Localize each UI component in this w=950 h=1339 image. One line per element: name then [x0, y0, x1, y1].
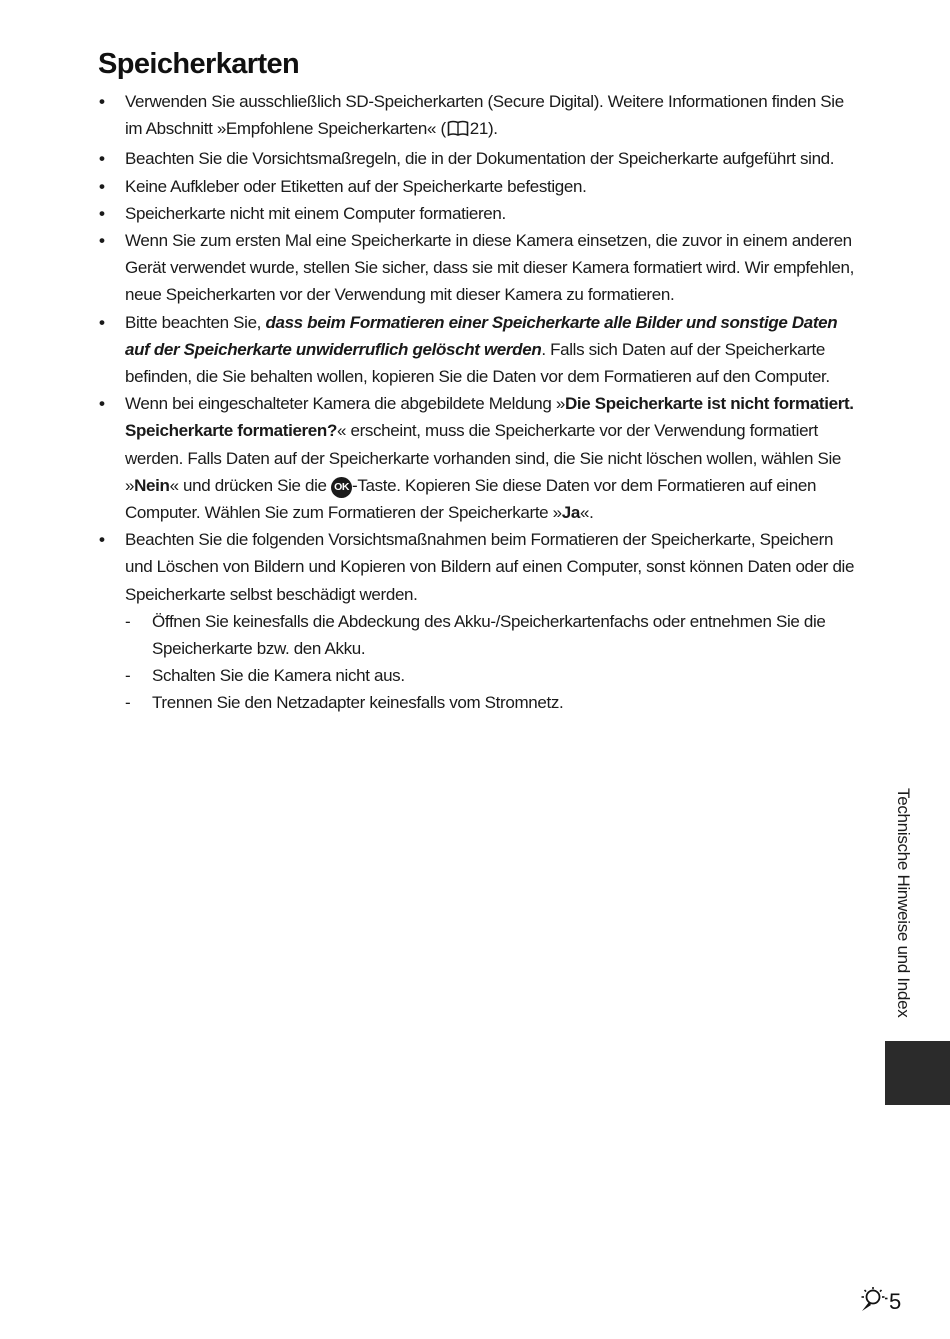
item-text: Beachten Sie die Vorsichtsmaßregeln, die in der Dokumentation der Speicherkarte aufgeführt sind. [125, 149, 835, 169]
page-title: Speicherkarten [98, 48, 300, 80]
bullet-marker: • [99, 530, 105, 550]
warning-emphasis: dass beim Formatieren einer Speicherkarte alle Bilder und sonstige Daten auf der Speicherkarte unwiderruflich gelöscht werden [125, 312, 838, 359]
list-item [98, 309, 858, 391]
book-reference-icon [447, 118, 469, 145]
option-nein: Nein [134, 475, 170, 495]
item-text: -Taste. Kopieren Sie diese Daten vor dem Formatieren auf einen Computer. Wählen Sie zum Formatieren der Speicherkarte » [125, 475, 817, 523]
item-text: Bitte beachten Sie, [125, 312, 266, 332]
sub-item-text: Öffnen Sie keinesfalls die Abdeckung des Akku-/Speicherkartenfachs oder entnehmen Sie die Speicherkarte bzw. den Akku. [152, 611, 826, 659]
item-text: Speicherkarte nicht mit einem Computer formatieren. [125, 203, 506, 223]
item-text: Keine Aufkleber oder Etiketten auf der Speicherkarte befestigen. [125, 176, 587, 196]
bullet-marker: • [99, 176, 105, 196]
section-tab-marker [885, 1041, 950, 1105]
sub-list-item [125, 689, 858, 716]
bullet-marker: • [99, 394, 105, 414]
list-item [98, 173, 858, 200]
sub-list-item [125, 608, 858, 662]
camera-message: Die Speicherkarte ist nicht formatiert. Speicherkarte formatieren? [125, 394, 854, 441]
sub-list-item [125, 662, 858, 689]
item-text: . Falls sich Daten auf der Speicherkarte befinden, die Sie behalten wollen, kopieren Sie die Daten vor dem Formatieren auf den Computer. [125, 339, 830, 387]
list-item [98, 88, 858, 145]
bullet-marker: • [99, 312, 105, 332]
item-text: « erscheint, muss die Speicherkarte vor der Verwendung formatiert werden. Falls Daten auf der Speicherkarte vorhanden sind, die Sie nicht löschen wollen, wählen Sie » [125, 421, 842, 495]
list-item [98, 145, 858, 172]
item-text: Wenn bei eingeschalteter Kamera die abgebildete Meldung » [125, 394, 565, 414]
list-item [98, 200, 858, 227]
item-text: Beachten Sie die folgenden Vorsichtsmaßnahmen beim Formatieren der Speicherkarte, Speichern und Löschen von Bildern und Kopieren von Bildern auf einen Computer, sonst können Daten oder die Speicherkarte selbst beschädigt werden. [125, 530, 855, 604]
item-text: 21). [469, 119, 498, 139]
item-text: Verwenden Sie ausschließlich SD-Speicherkarten (Secure Digital). Weitere Informationen finden Sie im Abschnitt »Empfohlene Speicherkarten« ( [125, 92, 844, 139]
bullet-marker: • [99, 231, 105, 251]
dash-marker: - [125, 693, 131, 713]
sub-list [125, 608, 858, 717]
page-number-text: 5 [889, 1289, 902, 1314]
bullet-marker: • [99, 149, 105, 169]
item-text: Wenn Sie zum ersten Mal eine Speicherkarte in diese Kamera einsetzen, die zuvor in einem anderen Gerät verwendet wurde, stellen Sie sicher, dass sie mit dieser Kamera formatiert wird. Wir empfehlen, neue Speicherkarten vor der Verwendung mit dieser Kamera zu formatieren. [125, 231, 855, 305]
sub-item-text: Schalten Sie die Kamera nicht aus. [152, 666, 405, 686]
sub-item-text: Trennen Sie den Netzadapter keinesfalls vom Stromnetz. [152, 693, 564, 713]
page-number [858, 1286, 901, 1318]
bullet-marker: • [99, 203, 105, 223]
section-side-label: Technische Hinweise und Index [894, 788, 913, 1018]
option-ja: Ja [561, 503, 580, 523]
list-item [98, 390, 858, 526]
dash-marker: - [125, 666, 131, 686]
list-item [98, 227, 858, 309]
ok-button-icon: OK [331, 477, 352, 498]
item-text: «. [580, 503, 594, 523]
bullet-list [98, 88, 858, 717]
dash-marker: - [125, 611, 131, 631]
list-item [98, 526, 858, 716]
bullet-marker: • [99, 92, 105, 111]
item-text: « und drücken Sie die [169, 475, 332, 495]
technical-notes-icon [858, 1286, 889, 1318]
